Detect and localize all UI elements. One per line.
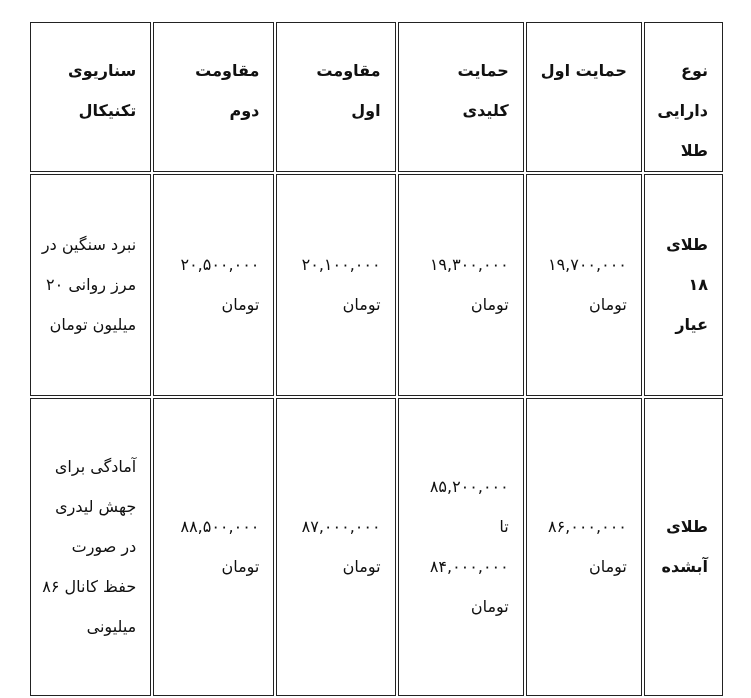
gold-levels-table <box>28 20 725 698</box>
unit: تومان <box>221 295 260 314</box>
value: ۲۰,۵۰۰,۰۰۰ <box>180 255 260 274</box>
value: ۸۸,۵۰۰,۰۰۰ <box>180 517 260 536</box>
value: ۸۷,۰۰۰,۰۰۰ <box>301 517 381 536</box>
scenario-cell: آمادگی برای جهش لیدری در صورت حفظ کانال ۸۶ میلیونی <box>30 398 151 696</box>
value: ۸۶,۰۰۰,۰۰۰ <box>547 517 627 536</box>
unit: تومان <box>470 295 509 314</box>
resistance-2-cell <box>153 398 274 696</box>
resistance-1-cell <box>276 398 395 696</box>
value-from: ۸۵,۲۰۰,۰۰۰ <box>429 477 509 496</box>
header-scenario: سناریوی تکنیکال <box>30 22 151 172</box>
value: ۱۹,۷۰۰,۰۰۰ <box>547 255 627 274</box>
table-row <box>30 398 723 696</box>
support-1-cell <box>526 174 642 396</box>
header-support-1: حمایت اول <box>526 22 642 172</box>
key-support-cell <box>398 398 524 696</box>
header-resistance-1: مقاومت اول <box>276 22 395 172</box>
range-word: تا <box>499 517 509 536</box>
resistance-2-cell <box>153 174 274 396</box>
header-key-support: حمایت کلیدی <box>398 22 524 172</box>
unit: تومان <box>470 597 509 616</box>
header-resistance-2: مقاومت دوم <box>153 22 274 172</box>
unit: تومان <box>588 557 627 576</box>
header-asset-type: نوع دارایی طلا <box>644 22 723 172</box>
asset-cell: طلای ۱۸ عیار <box>644 174 723 396</box>
value-to: ۸۴,۰۰۰,۰۰۰ <box>429 557 509 576</box>
scenario-cell: نبرد سنگین در مرز روانی ۲۰ میلیون تومان <box>30 174 151 396</box>
unit: تومان <box>588 295 627 314</box>
unit: تومان <box>342 295 381 314</box>
value: ۱۹,۳۰۰,۰۰۰ <box>429 255 509 274</box>
value: ۲۰,۱۰۰,۰۰۰ <box>301 255 381 274</box>
support-1-cell <box>526 398 642 696</box>
table-row <box>30 174 723 396</box>
asset-cell: طلای آبشده <box>644 398 723 696</box>
resistance-1-cell <box>276 174 395 396</box>
key-support-cell <box>398 174 524 396</box>
unit: تومان <box>221 557 260 576</box>
unit: تومان <box>342 557 381 576</box>
table-header-row <box>30 22 723 172</box>
